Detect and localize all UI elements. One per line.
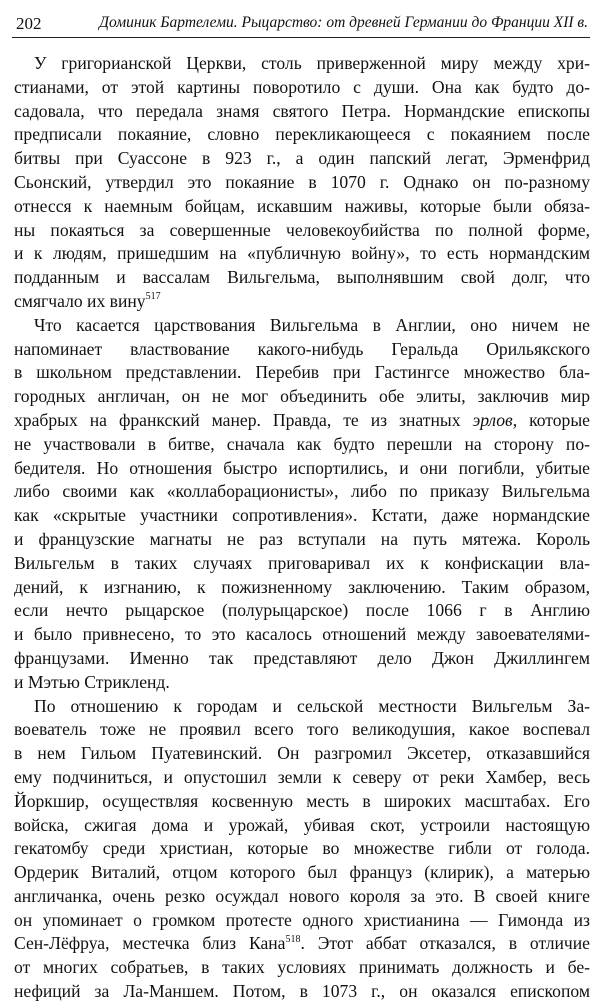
text-fragment: храбрых на франкский манер. Правда, те из знатных — [14, 409, 473, 430]
text-fragment: смягчало их вину — [14, 290, 146, 311]
text-line: и французские магнаты не раз вступали на путь мятежа. Король — [14, 528, 590, 549]
text-line: городных англичан, он не мог объединить обе элиты, заключив мир — [14, 386, 590, 407]
text-line: войска, сжигая дома и урожай, убивая скот, устроили настоящую — [14, 814, 590, 835]
text-line: и Мэтью Стрикленд. — [14, 671, 170, 692]
text-line: отнесся к наемным бойцам, искавшим наживы, которые были обяза- — [14, 195, 590, 216]
text-line: англичанка, очень резко осуждал нового короля за это. В своей книге — [14, 885, 590, 906]
text-line: нефиций за Ла-Маншем. Потом, в 1073 г., он оказался епископом — [14, 981, 590, 1002]
text-line: в школьном представлении. Перебив при Гастингсе множество бла- — [14, 362, 590, 383]
footnote-ref-518: 518 — [285, 933, 301, 945]
text-line: напоминает властвование какого-нибудь Геральда Орильякского — [14, 338, 590, 359]
text-line: в нем Гильом Пуатевинский. Он разгромил Эксетер, отказавшийся — [14, 743, 590, 764]
text-line: если нечто рыцарское (полурыцарское) после 1066 г в Англию — [14, 600, 590, 621]
text-line: У григорианской Церкви, столь приверженной миру между хри- — [34, 53, 590, 73]
paragraph-3 — [14, 695, 590, 1004]
text-line: французами. Именно так представляют дело Джон Джиллингем — [14, 647, 590, 668]
body-text — [14, 52, 590, 1004]
text-line: ему подчиниться, и опустошил земли к северу от реки Хамбер, весь — [14, 766, 590, 787]
page-number: 202 — [16, 14, 42, 33]
text-line: от многих собратьев, в таких условиях принимать должность и бе- — [14, 957, 590, 978]
text-line: и было привнесено, то это касалось отношений между завоевателями- — [14, 624, 590, 645]
text-line — [14, 409, 590, 433]
text-fragment: , которые — [512, 409, 590, 430]
text-line: Что касается царствования Вильгельма в Англии, оно ничем не — [34, 314, 590, 335]
text-line: стианами, от этой картины поворотило с души. Она как будто до- — [14, 76, 590, 97]
page-header — [12, 8, 590, 38]
header-rule — [12, 37, 590, 38]
text-line: битвы при Суассоне в 923 г., а один папский легат, Эрменфрид — [14, 148, 590, 169]
italic-term: эрлов — [472, 409, 513, 430]
footnote-ref-517: 517 — [145, 291, 161, 303]
paragraph-2 — [14, 314, 590, 695]
text-fragment: Сен-Лёфруа, местечка близ Кана — [14, 933, 286, 954]
running-head: Доминик Бартелеми. Рыцарство: от древней Германии до Франции XII в. — [99, 14, 588, 31]
text-line: ны покаяться за совершенные человекоубийства по полной форме, — [14, 219, 590, 240]
text-line: По отношению к городам и сельской местности Вильгельм За- — [34, 695, 590, 716]
text-line: гекатомбу среди христиан, которые во множестве гибли от голода. — [14, 838, 590, 859]
text-line: предписали покаяние, словно перекликающееся с покаянием после — [14, 124, 590, 145]
text-line: Йоркшир, осуществляя косвенную месть в широких масштабах. Его — [14, 790, 590, 811]
text-line: садовала, что передала знамя святого Петра. Нормандские епископы — [14, 100, 590, 121]
text-line: и к людям, пришедшим на «публичную войну», то есть нормандским — [14, 243, 590, 264]
text-line: подданным и вассалам Вильгельма, выполнявшим свой долг, что — [14, 267, 590, 288]
text-line: не участвовали в битве, сначала как будто перешли на сторону по- — [14, 433, 590, 454]
text-line: он упоминает о громком протесте одного христианина — Гимонда из — [14, 909, 590, 930]
text-line: воеватель тоже не проявил всего того великодушия, какое воспевал — [14, 719, 590, 740]
paragraph-1 — [14, 52, 590, 314]
text-line: Ордерик Виталий, отцом которого был француз (клирик), а матерью — [14, 862, 590, 883]
text-line: дений, к изгнанию, к пожизненному заключению. Таким образом, — [14, 576, 590, 597]
text-line: Вильгельм в таких случаях приговаривал их к конфискации вла- — [14, 552, 590, 573]
text-line: либо своими как «коллаборационисты», либо по приказу Вильгельма — [14, 481, 590, 502]
text-fragment: . Этот аббат отказался, в отличие — [300, 933, 590, 954]
text-line: Сьонский, утвердил это покаяние в 1070 г. Однако он по-разному — [14, 171, 590, 192]
text-line: как «скрытые участники сопротивления». Кстати, даже нормандские — [14, 505, 590, 526]
text-line — [14, 932, 590, 956]
text-line — [14, 290, 590, 314]
text-line: бедителя. Но отношения быстро испортились, и они погибли, убитые — [14, 457, 590, 478]
